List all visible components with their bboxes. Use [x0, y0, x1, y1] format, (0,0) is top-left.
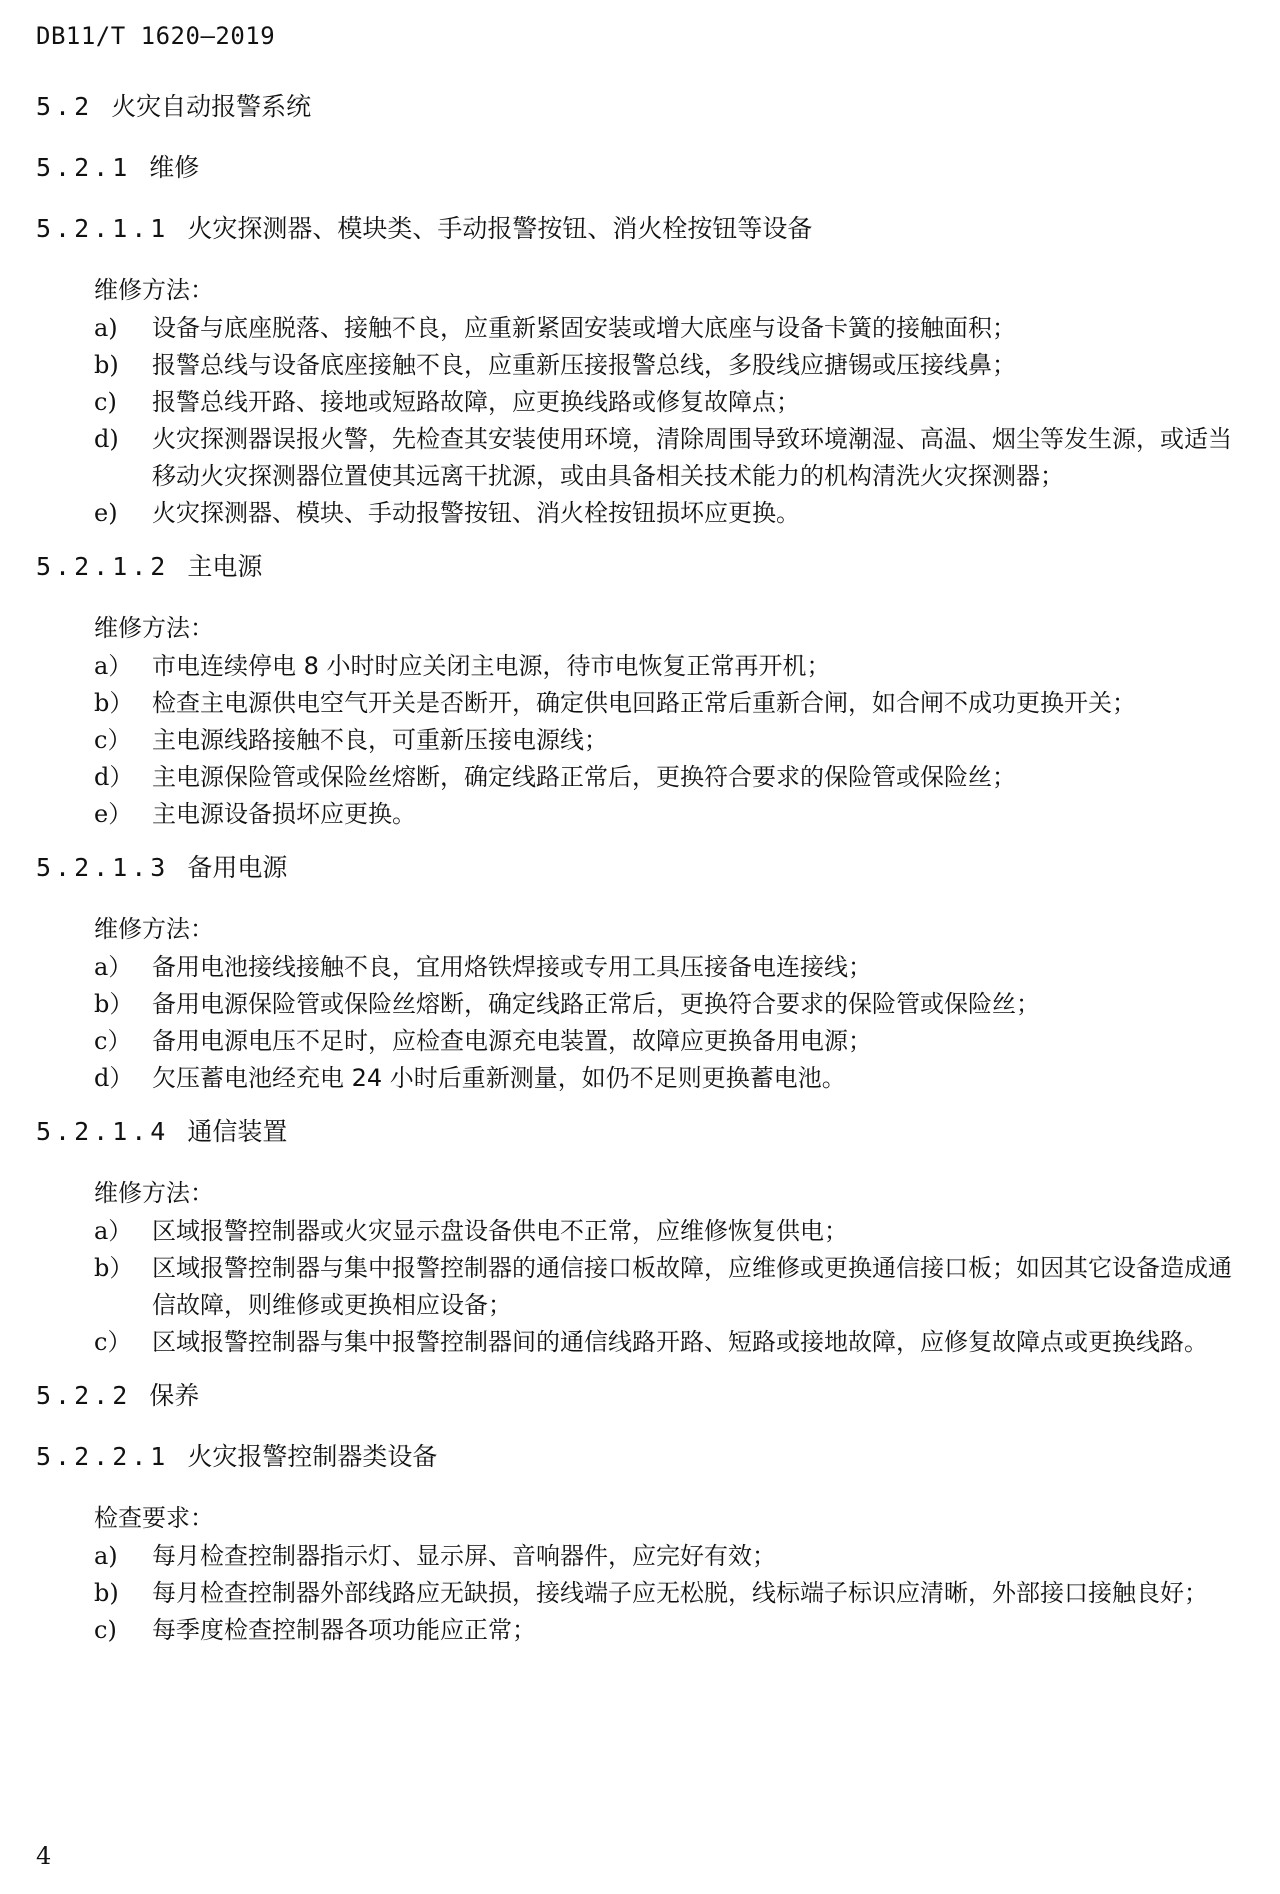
- item-label: a): [94, 314, 118, 342]
- item-text: 报警总线开路、接地或短路故障，应更换线路或修复故障点；: [152, 388, 800, 416]
- section-heading: [36, 550, 1246, 584]
- method-label: 维修方法：: [94, 276, 214, 304]
- method-label: 检查要求：: [94, 1504, 214, 1532]
- item-label: a）: [94, 953, 133, 981]
- method-label: 维修方法：: [94, 614, 214, 642]
- item-label: c）: [94, 726, 132, 754]
- section-title: 保养: [149, 1381, 200, 1410]
- item-list: [36, 1538, 1246, 1649]
- item-text: 报警总线与设备底座接触不良，应重新压接报警总线，多股线应搪锡或压接线鼻；: [152, 351, 1016, 379]
- section-number: 5.2.2.1: [36, 1442, 170, 1471]
- section-title: 火灾报警控制器类设备: [187, 1442, 438, 1471]
- item-list: [36, 949, 1246, 1097]
- item-text: 设备与底座脱落、接触不良，应重新紧固安装或增大底座与设备卡簧的接触面积；: [152, 314, 1016, 342]
- list-item: [36, 949, 1246, 986]
- item-text: 区域报警控制器与集中报警控制器的通信接口板故障，应维修或更换通信接口板；如因其它设备造成通信故障，则维修或更换相应设备；: [152, 1254, 1232, 1319]
- item-label: d）: [94, 1064, 134, 1092]
- item-text: 备用电源保险管或保险丝熔断，确定线路正常后，更换符合要求的保险管或保险丝；: [152, 990, 1040, 1018]
- item-list: [36, 648, 1246, 833]
- item-text: 区域报警控制器或火灾显示盘设备供电不正常，应维修恢复供电；: [152, 1217, 848, 1245]
- section-number: 5.2.1.2: [36, 552, 170, 581]
- item-text: 主电源设备损坏应更换。: [152, 800, 416, 828]
- section-number: 5.2: [36, 92, 94, 121]
- list-item: [36, 685, 1246, 722]
- item-text: 火灾探测器误报火警，先检查其安装使用环境，清除周围导致环境潮湿、高温、烟尘等发生源，或适当移动火灾探测器位置使其远离干扰源，或由具备相关技术能力的机构清洗火灾探测器；: [152, 425, 1232, 490]
- section-title: 火灾探测器、模块类、手动报警按钮、消火栓按钮等设备: [187, 214, 813, 243]
- section-heading: [36, 1379, 1246, 1413]
- item-text: 每季度检查控制器各项功能应正常；: [152, 1616, 536, 1644]
- item-text: 备用电源电压不足时，应检查电源充电装置，故障应更换备用电源；: [152, 1027, 872, 1055]
- item-label: b): [94, 351, 119, 379]
- item-list: [36, 310, 1246, 532]
- section-heading: [36, 90, 1246, 124]
- item-text: 检查主电源供电空气开关是否断开，确定供电回路正常后重新合闸，如合闸不成功更换开关；: [152, 689, 1136, 717]
- list-item: [36, 384, 1246, 421]
- section-number: 5.2.1.1: [36, 214, 170, 243]
- item-text: 每月检查控制器外部线路应无缺损，接线端子应无松脱，线标端子标识应清晰，外部接口接触良好；: [152, 1579, 1208, 1607]
- item-label: d): [94, 425, 119, 453]
- list-item: [36, 310, 1246, 347]
- item-label: a）: [94, 1217, 133, 1245]
- item-label: e）: [94, 800, 133, 828]
- item-text: 主电源线路接触不良，可重新压接电源线；: [152, 726, 608, 754]
- section-title: 主电源: [187, 552, 263, 581]
- item-text: 每月检查控制器指示灯、显示屏、音响器件，应完好有效；: [152, 1542, 776, 1570]
- section-title: 通信装置: [187, 1117, 288, 1146]
- list-item: [36, 722, 1246, 759]
- item-label: b）: [94, 689, 134, 717]
- item-label: c): [94, 1616, 117, 1644]
- section-heading: [36, 851, 1246, 885]
- item-text: 火灾探测器、模块、手动报警按钮、消火栓按钮损坏应更换。: [152, 499, 800, 527]
- section-number: 5.2.2: [36, 1381, 132, 1410]
- list-item: [36, 1060, 1246, 1097]
- method-label: 维修方法：: [94, 1179, 214, 1207]
- item-label: c): [94, 388, 117, 416]
- list-item: [36, 1538, 1246, 1575]
- item-label: d）: [94, 763, 134, 791]
- item-label: c）: [94, 1328, 132, 1356]
- item-text: 备用电池接线接触不良，宜用烙铁焊接或专用工具压接备电连接线；: [152, 953, 872, 981]
- item-text: 主电源保险管或保险丝熔断，确定线路正常后，更换符合要求的保险管或保险丝；: [152, 763, 1016, 791]
- item-text: 欠压蓄电池经充电 24 小时后重新测量，如仍不足则更换蓄电池。: [152, 1064, 846, 1092]
- section-title: 备用电源: [187, 853, 288, 882]
- list-item: [36, 648, 1246, 685]
- list-item: [36, 1023, 1246, 1060]
- section-number: 5.2.1.4: [36, 1117, 170, 1146]
- method-label: 维修方法：: [94, 915, 214, 943]
- list-item: [36, 1612, 1246, 1649]
- section-heading: [36, 212, 1246, 246]
- list-item: [36, 796, 1246, 833]
- list-item: [36, 1575, 1246, 1612]
- item-label: b）: [94, 990, 134, 1018]
- item-label: a): [94, 1542, 118, 1570]
- list-item: [36, 421, 1246, 495]
- item-label: b): [94, 1579, 119, 1607]
- section-heading: [36, 1115, 1246, 1149]
- item-list: [36, 1213, 1246, 1361]
- list-item: [36, 1213, 1246, 1250]
- item-text: 市电连续停电 8 小时时应关闭主电源，待市电恢复正常再开机；: [152, 652, 831, 680]
- section-number: 5.2.1.3: [36, 853, 170, 882]
- list-item: [36, 495, 1246, 532]
- list-item: [36, 1250, 1246, 1324]
- item-label: a）: [94, 652, 133, 680]
- document-body: [36, 90, 1246, 1667]
- page-number: 4: [36, 1842, 52, 1870]
- item-label: e): [94, 499, 118, 527]
- item-text: 区域报警控制器与集中报警控制器间的通信线路开路、短路或接地故障，应修复故障点或更换线路。: [152, 1328, 1208, 1356]
- document-header-code: DB11/T 1620—2019: [36, 22, 276, 50]
- list-item: [36, 986, 1246, 1023]
- list-item: [36, 347, 1246, 384]
- section-heading: [36, 151, 1246, 185]
- section-title: 维修: [149, 153, 200, 182]
- section-heading: [36, 1440, 1246, 1474]
- item-label: b）: [94, 1254, 134, 1282]
- list-item: [36, 759, 1246, 796]
- section-title: 火灾自动报警系统: [111, 92, 312, 121]
- item-label: c）: [94, 1027, 132, 1055]
- list-item: [36, 1324, 1246, 1361]
- section-number: 5.2.1: [36, 153, 132, 182]
